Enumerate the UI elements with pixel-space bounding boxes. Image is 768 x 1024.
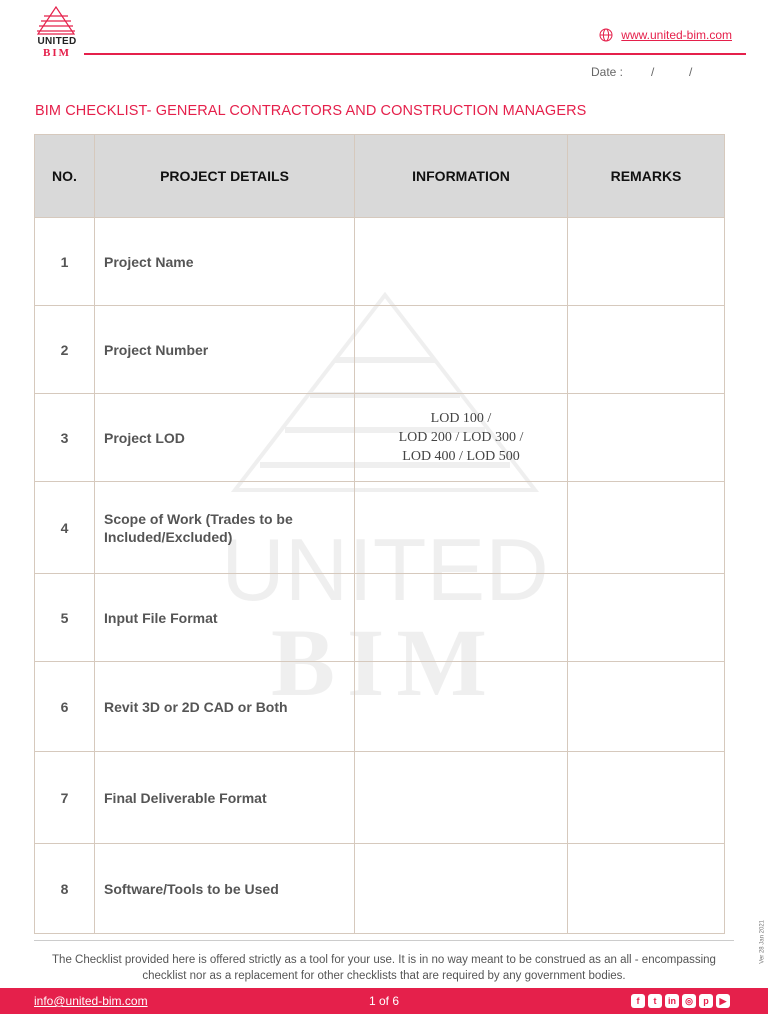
remarks-cell[interactable] [568,218,725,306]
twitter-icon[interactable]: t [648,994,662,1008]
remarks-cell[interactable] [568,394,725,482]
table-row [35,662,725,752]
information-cell[interactable] [355,306,568,394]
date-separator: / [689,65,693,79]
date-separator: / [651,65,655,79]
table-row [35,306,725,394]
row-number: 5 [35,574,95,662]
table-row [35,574,725,662]
information-cell[interactable] [355,574,568,662]
footer-divider [34,940,734,941]
project-detail-cell: Project Number [95,306,355,394]
row-number: 8 [35,844,95,934]
row-number: 6 [35,662,95,752]
logo-text-united: UNITED [37,36,77,47]
table-row [35,218,725,306]
footer-bar [0,988,768,1014]
information-cell[interactable] [355,482,568,574]
facebook-icon[interactable]: f [631,994,645,1008]
table-row [35,482,725,574]
information-cell[interactable] [355,662,568,752]
page-title: BIM CHECKLIST- GENERAL CONTRACTORS AND CONSTRUCTION MANAGERS [35,103,587,119]
row-number: 2 [35,306,95,394]
website-url[interactable]: www.united-bim.com [621,28,732,42]
column-header-remarks: REMARKS [568,135,725,218]
watermark-text-bim: BIM [271,609,499,710]
table-row [35,394,725,482]
globe-icon [599,28,613,42]
watermark-text-united: UNITED [221,520,549,619]
column-header-no: NO. [35,135,95,218]
remarks-cell[interactable] [568,752,725,844]
page-number: 1 of 6 [368,994,400,1008]
table-header-row [35,135,725,218]
disclaimer-text: The Checklist provided here is offered strictly as a tool for your use. It is in no way meant to be construed as an all - encompassing checklist nor as a replacement for other checklists that are required by any government bodies. [52,954,716,982]
header-divider [84,53,746,55]
linkedin-icon[interactable]: in [665,994,679,1008]
logo [30,6,82,60]
project-detail-cell: Project Name [95,218,355,306]
information-cell[interactable] [355,844,568,934]
column-header-information: INFORMATION [355,135,568,218]
project-detail-cell: Software/Tools to be Used [95,844,355,934]
row-number: 4 [35,482,95,574]
instagram-icon[interactable]: ◎ [682,994,696,1008]
remarks-cell[interactable] [568,662,725,752]
information-cell[interactable]: LOD 100 / LOD 200 / LOD 300 / LOD 400 / LOD 500 [355,394,568,482]
project-detail-cell: Project LOD [95,394,355,482]
website-link[interactable] [599,28,732,42]
pinterest-icon[interactable]: p [699,994,713,1008]
checklist-table [34,134,725,934]
remarks-cell[interactable] [568,482,725,574]
project-detail-cell: Revit 3D or 2D CAD or Both [95,662,355,752]
date-field [591,65,693,79]
social-links [631,994,730,1008]
information-cell[interactable] [355,752,568,844]
remarks-cell[interactable] [568,574,725,662]
column-header-project-details: PROJECT DETAILS [95,135,355,218]
remarks-cell[interactable] [568,844,725,934]
logo-text-bim: BIM [43,47,71,59]
row-number: 3 [35,394,95,482]
table-row [35,752,725,844]
table-row [35,844,725,934]
footer-email-link[interactable]: info@united-bim.com [34,994,148,1008]
project-detail-cell: Scope of Work (Trades to be Included/Excluded) [95,482,355,574]
date-label: Date : [591,65,624,79]
project-detail-cell: Input File Format [95,574,355,662]
project-detail-cell: Final Deliverable Format [95,752,355,844]
remarks-cell[interactable] [568,306,725,394]
youtube-icon[interactable]: ▶ [716,994,730,1008]
row-number: 7 [35,752,95,844]
version-label: Ver 28 Jan 2021 [760,920,766,964]
logo-tower-icon [30,6,82,36]
information-cell[interactable] [355,218,568,306]
row-number: 1 [35,218,95,306]
